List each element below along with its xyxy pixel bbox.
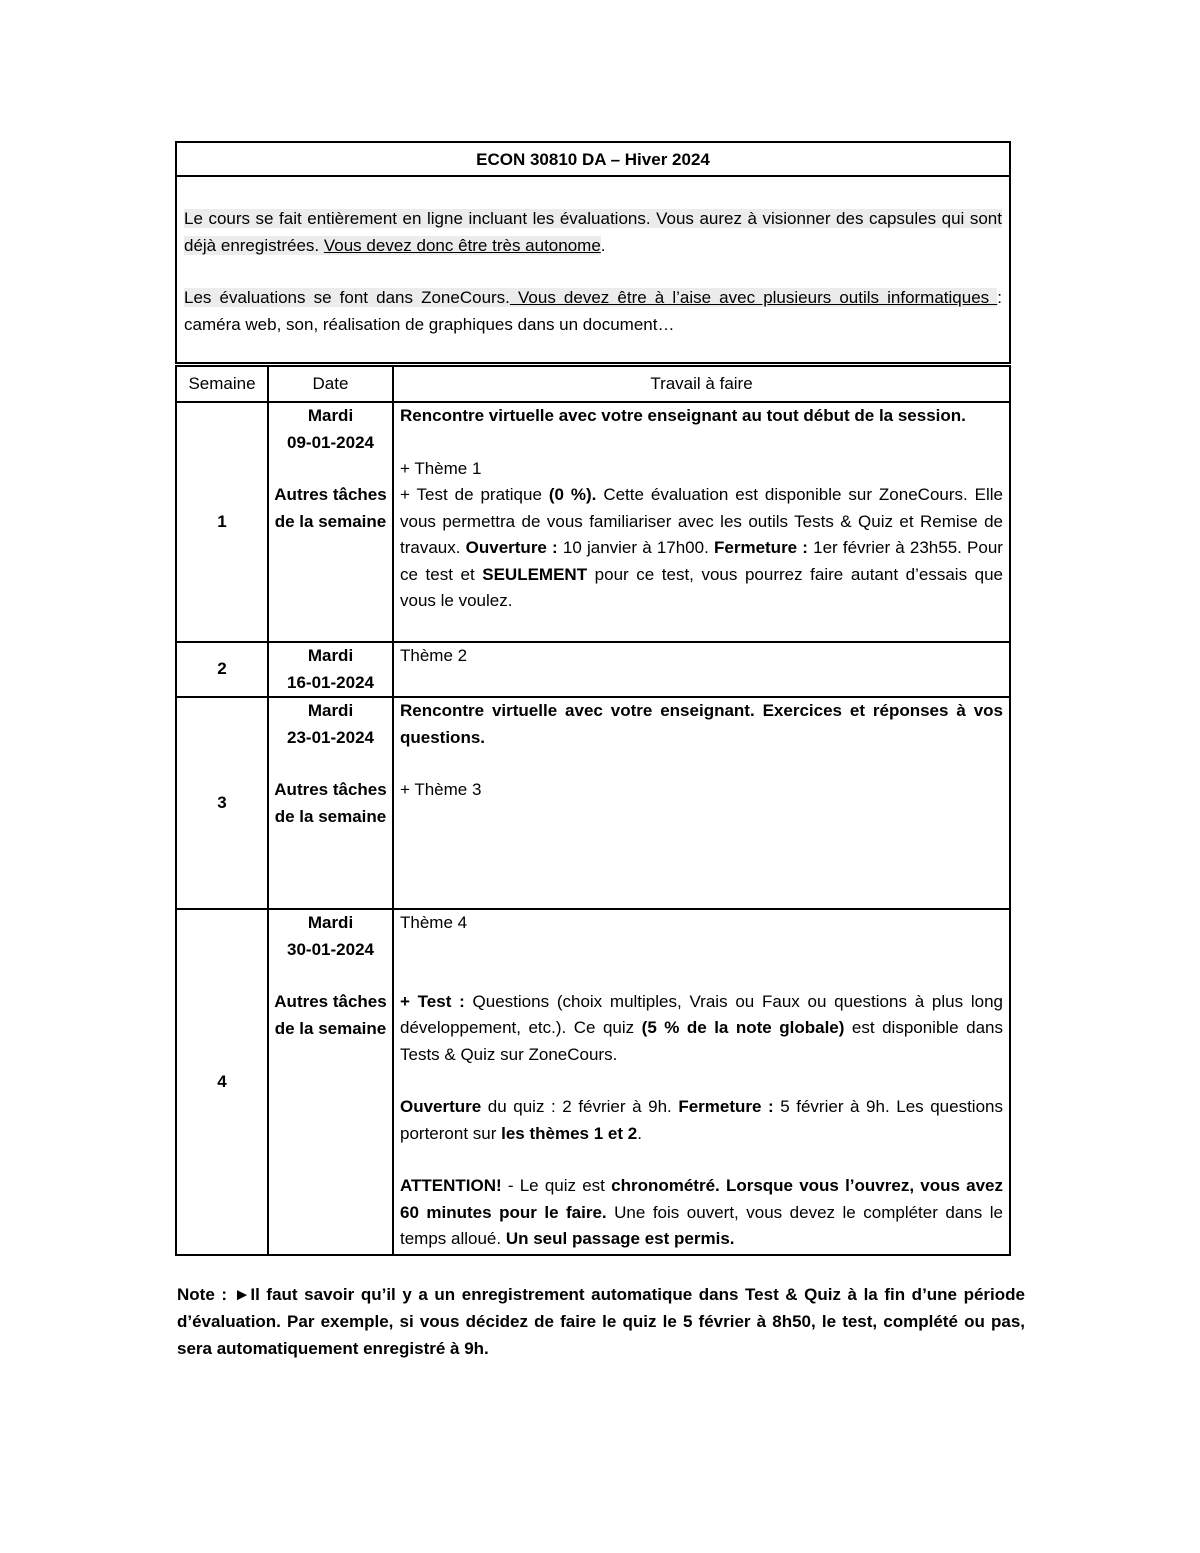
date-value: 23-01-2024 — [287, 727, 374, 747]
intro-tools-text: Vous devez être à l’aise avec plusieurs outils informatiques — [509, 288, 998, 307]
intro-period: . — [600, 236, 606, 255]
theme-text: Thème 2 — [400, 646, 468, 665]
date-cell — [268, 642, 393, 697]
date-day: Mardi — [307, 406, 354, 425]
work-cell — [393, 402, 1010, 642]
theme-text: Thème 4 — [400, 913, 468, 932]
intro-box — [175, 175, 1011, 364]
table-row — [176, 642, 1010, 697]
intro-online-text: Le cours se fait entièrement en ligne incluant les évaluations. Vous aurez à visionner des capsules qui sont déjà enregistrées. — [184, 209, 1002, 255]
date-cell — [268, 697, 393, 909]
other-tasks: Autres tâches de la semaine — [274, 992, 387, 1038]
work-cell — [393, 642, 1010, 697]
footer-note: Note : ►Il faut savoir qu’il y a un enregistrement automatique dans Test & Quiz à la fin d’une période d’évaluation. Par exemple, si vous décidez de faire le quiz le 5 février à 8h50, le test, complété ou pas, sera automatiquement enregistré à 9h. — [177, 1285, 1025, 1358]
date-cell — [268, 402, 393, 642]
intro-paragraph-tools — [184, 284, 1002, 338]
quiz-text: + Test : Questions (choix multiples, Vrais ou Faux ou questions à plus long développement, etc.). Ce quiz (5 % de la note globale) est disponible dans Tests & Quiz sur ZoneCours. — [400, 991, 1003, 1064]
week-number: 3 — [176, 697, 268, 909]
table-row — [176, 402, 1010, 642]
course-title-box — [175, 141, 1011, 177]
attention-text: ATTENTION! - Le quiz est chronométré. Lorsque vous l’ouvrez, vous avez 60 minutes pour le faire. Une fois ouvert, vous devez le compléter dans le temps alloué. Un seul passage est permis. — [400, 1176, 1003, 1248]
meeting-text: Rencontre virtuelle avec votre enseignant au tout début de la session. — [400, 406, 966, 425]
date-day: Mardi — [307, 913, 354, 932]
meeting-text: Rencontre virtuelle avec votre enseignant. Exercices et réponses à vos questions. — [400, 701, 1003, 747]
work-cell — [393, 909, 1010, 1255]
intro-evaluations-text: Les évaluations se font dans ZoneCours. — [184, 288, 510, 307]
header-work: Travail à faire — [393, 366, 1010, 402]
intro-paragraph-online — [184, 205, 1002, 259]
quiz-dates-text: Ouverture du quiz : 2 février à 9h. Fermeture : 5 février à 9h. Les questions porteront sur les thèmes 1 et 2. — [400, 1097, 1003, 1143]
date-day: Mardi — [307, 646, 354, 665]
date-cell — [268, 909, 393, 1255]
table-header-row — [176, 366, 1010, 402]
date-value: 30-01-2024 — [287, 939, 374, 959]
table-row — [176, 909, 1010, 1255]
date-day: Mardi — [307, 701, 354, 720]
intro-autonomous-text: Vous devez donc être très autonome — [323, 236, 601, 255]
week-number: 1 — [176, 402, 268, 642]
header-date: Date — [268, 366, 393, 402]
theme-text: + Thème 1 — [400, 458, 482, 478]
other-tasks: Autres tâches de la semaine — [274, 780, 387, 826]
table-row — [176, 697, 1010, 909]
practice-test-text: + Test de pratique (0 %). Cette évaluation est disponible sur ZoneCours. Elle vous permettra de vous familiariser avec les outils Tests & Quiz et Remise de travaux. Ouverture : 10 janvier à 17h00. Fermeture : 1er février à 23h55. Pour ce test et SEULEMENT pour ce test, vous pourrez faire autant d’essais que vous le voulez. — [400, 485, 1004, 610]
course-title: ECON 30810 DA – Hiver 2024 — [476, 150, 710, 169]
week-number: 2 — [176, 642, 268, 697]
theme-text: + Thème 3 — [400, 780, 482, 799]
header-week: Semaine — [176, 366, 268, 402]
date-value: 16-01-2024 — [287, 672, 374, 692]
intro-tools-list: : caméra web, son, réalisation de graphiques dans un document… — [184, 288, 1002, 334]
date-value: 09-01-2024 — [287, 432, 374, 452]
other-tasks: Autres tâches de la semaine — [274, 485, 387, 531]
schedule-table — [175, 365, 1011, 1256]
week-number: 4 — [176, 909, 268, 1255]
work-cell — [393, 697, 1010, 909]
